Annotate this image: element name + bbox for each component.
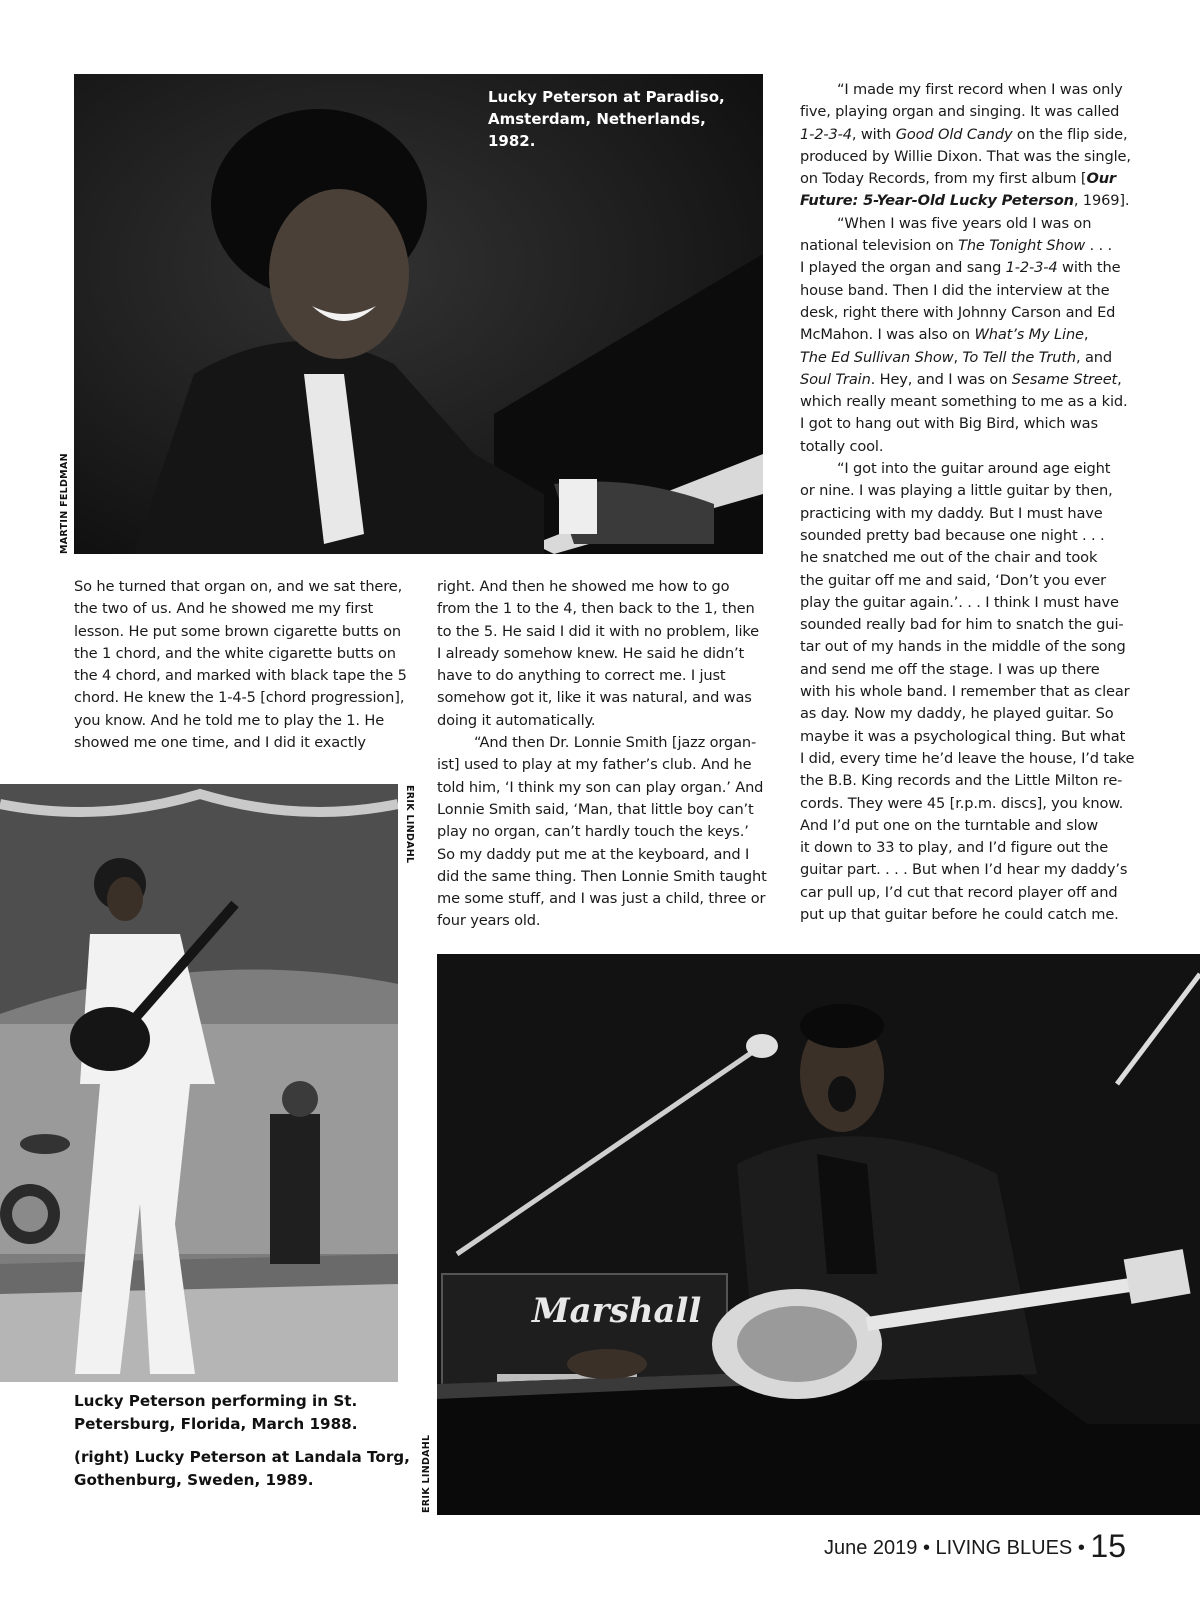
caption-line: Lucky Peterson at Paradiso,: [488, 88, 725, 106]
text-line: “I got into the guitar around age eight: [837, 460, 1111, 478]
text-line: doing it automatically.: [437, 711, 596, 729]
caption-line: Petersburg, Florida, March 1988.: [74, 1414, 358, 1433]
footer-bullet: •: [1077, 1537, 1085, 1559]
text-line: the 4 chord, and marked with black tape the 5: [74, 667, 407, 685]
text-line: produced by Willie Dixon. That was the single,: [800, 147, 1131, 165]
text-line: tar out of my hands in the middle of the song: [800, 638, 1126, 656]
text-line: “When I was five years old I was on: [837, 214, 1092, 232]
text-line: I got to hang out with Big Bird, which was: [800, 415, 1098, 433]
magazine-name: LIVING BLUES: [935, 1537, 1073, 1559]
text-line: I played the organ and sang 1-2-3-4 with the: [800, 259, 1121, 277]
text-line: cords. They were 45 [r.p.m. discs], you know.: [800, 794, 1124, 812]
text-line: with his whole band. I remember that as clear: [800, 683, 1130, 701]
text-line: sounded really bad for him to snatch the gui-: [800, 616, 1124, 634]
photo-gothenburg: [437, 954, 1200, 1515]
text-line: somehow got it, like it was natural, and was: [437, 689, 752, 707]
text-line: totally cool.: [800, 437, 884, 455]
text-line: put up that guitar before he could catch me.: [800, 905, 1119, 923]
photo-paradiso: [74, 74, 763, 554]
text-line: lesson. He put some brown cigarette butts on: [74, 622, 402, 640]
text-line: on Today Records, from my first album [Our: [800, 170, 1116, 188]
text-line: as day. Now my daddy, he played guitar. So: [800, 705, 1114, 723]
text-line: house band. Then I did the interview at the: [800, 281, 1110, 299]
text-line: it down to 33 to play, and I’d figure out the: [800, 839, 1109, 857]
text-line: “I made my first record when I was only: [837, 81, 1123, 98]
text-line: guitar part. . . . But when I’d hear my daddy’s: [800, 861, 1128, 879]
text-line: McMahon. I was also on What’s My Line,: [800, 326, 1089, 344]
photo-credit-lindahl-1: ERIK LINDAHL: [404, 785, 415, 864]
text-line: or nine. I was playing a little guitar by then,: [800, 482, 1113, 500]
page-number: 15: [1090, 1528, 1126, 1564]
text-line: practicing with my daddy. But I must have: [800, 504, 1103, 522]
text-line: and send me off the stage. I was up there: [800, 660, 1100, 678]
album-title: Future: 5-Year-Old Lucky Peterson: [800, 192, 1074, 210]
text-line: the guitar off me and said, ‘Don’t you ever: [800, 571, 1107, 589]
text-line: four years old.: [437, 912, 541, 930]
text-line: showed me one time, and I did it exactly: [74, 734, 366, 752]
text-line: the two of us. And he showed me my first: [74, 600, 374, 618]
caption-gothenburg: [74, 1446, 414, 1491]
caption-line: Gothenburg, Sweden, 1989.: [74, 1470, 314, 1489]
photo-caption-paradiso: [488, 86, 758, 152]
text-line: I already somehow knew. He said he didn’t: [437, 644, 745, 662]
text-line: the B.B. King records and the Little Milton re-: [800, 772, 1123, 790]
text-line: which really meant something to me as a kid.: [800, 393, 1128, 411]
text-line: ist] used to play at my father’s club. And he: [437, 756, 752, 774]
caption-st-petersburg: [74, 1390, 414, 1435]
text-line: me some stuff, and I was just a child, three or: [437, 890, 766, 908]
text-line: chord. He knew the 1-4-5 [chord progression],: [74, 689, 405, 707]
text-line: to the 5. He said I did it with no problem, like: [437, 622, 760, 640]
amp-logo: Marshall: [532, 1291, 702, 1331]
text-line: sounded pretty bad because one night . . .: [800, 526, 1105, 544]
text-line: Future: 5-Year-Old Lucky Peterson, 1969].: [800, 192, 1130, 210]
text-line: “And then Dr. Lonnie Smith [jazz organ-: [474, 734, 757, 752]
caption-line: Lucky Peterson performing in St.: [74, 1392, 358, 1410]
text-line: the 1 chord, and the white cigarette butts on: [74, 644, 396, 662]
text-line: Soul Train. Hey, and I was on Sesame Street,: [800, 370, 1122, 388]
text-line: Lonnie Smith said, ‘Man, that little boy can’t: [437, 800, 754, 818]
text-line: 1-2-3-4, with Good Old Candy on the flip side,: [800, 125, 1128, 143]
page-footer: [824, 1528, 1126, 1565]
text-line: car pull up, I’d cut that record player off and: [800, 883, 1118, 901]
text-line: play no organ, can’t hardly touch the keys.’: [437, 823, 749, 841]
caption-line: (right) Lucky Peterson at Landala Torg,: [74, 1448, 410, 1466]
caption-line: Amsterdam, Netherlands, 1982.: [488, 110, 706, 150]
article-column-3: [800, 79, 1136, 926]
text-line: have to do anything to correct me. I just: [437, 667, 726, 685]
album-title: Our: [1086, 170, 1116, 188]
issue-date: June 2019: [823, 1537, 918, 1559]
text-line: from the 1 to the 4, then back to the 1, then: [437, 600, 755, 618]
photo-credit-feldman: MARTIN FELDMAN: [59, 453, 70, 554]
text-line: national television on The Tonight Show . . .: [800, 237, 1112, 255]
text-line: So he turned that organ on, and we sat there,: [74, 578, 403, 595]
article-column-2: [437, 576, 777, 933]
footer-bullet: •: [922, 1537, 930, 1559]
text-line: So my daddy put me at the keyboard, and I: [437, 845, 750, 863]
text-line: maybe it was a psychological thing. But what: [800, 727, 1126, 745]
text-line: I did, every time he’d leave the house, I’d take: [800, 749, 1135, 767]
text-line: right. And then he showed me how to go: [437, 578, 730, 595]
text-line: he snatched me out of the chair and took: [800, 549, 1098, 567]
text-line: five, playing organ and singing. It was called: [800, 103, 1120, 121]
photo-credit-lindahl-2: ERIK LINDAHL: [421, 1434, 432, 1513]
text-line: did the same thing. Then Lonnie Smith taught: [437, 867, 767, 885]
article-column-1: [74, 576, 414, 754]
text-line: you know. And he told me to play the 1. He: [74, 711, 385, 729]
song-title: Good Old Candy: [895, 125, 1013, 143]
text-line: desk, right there with Johnny Carson and Ed: [800, 303, 1116, 321]
song-title: 1-2-3-4: [800, 125, 852, 143]
photo-st-petersburg: [0, 784, 398, 1382]
text-line: play the guitar again.’. . . I think I must have: [800, 593, 1119, 611]
text-line: told him, ‘I think my son can play organ.’ And: [437, 778, 764, 796]
text-line: The Ed Sullivan Show, To Tell the Truth, and: [800, 348, 1112, 366]
text-line: And I’d put one on the turntable and slow: [800, 816, 1099, 834]
